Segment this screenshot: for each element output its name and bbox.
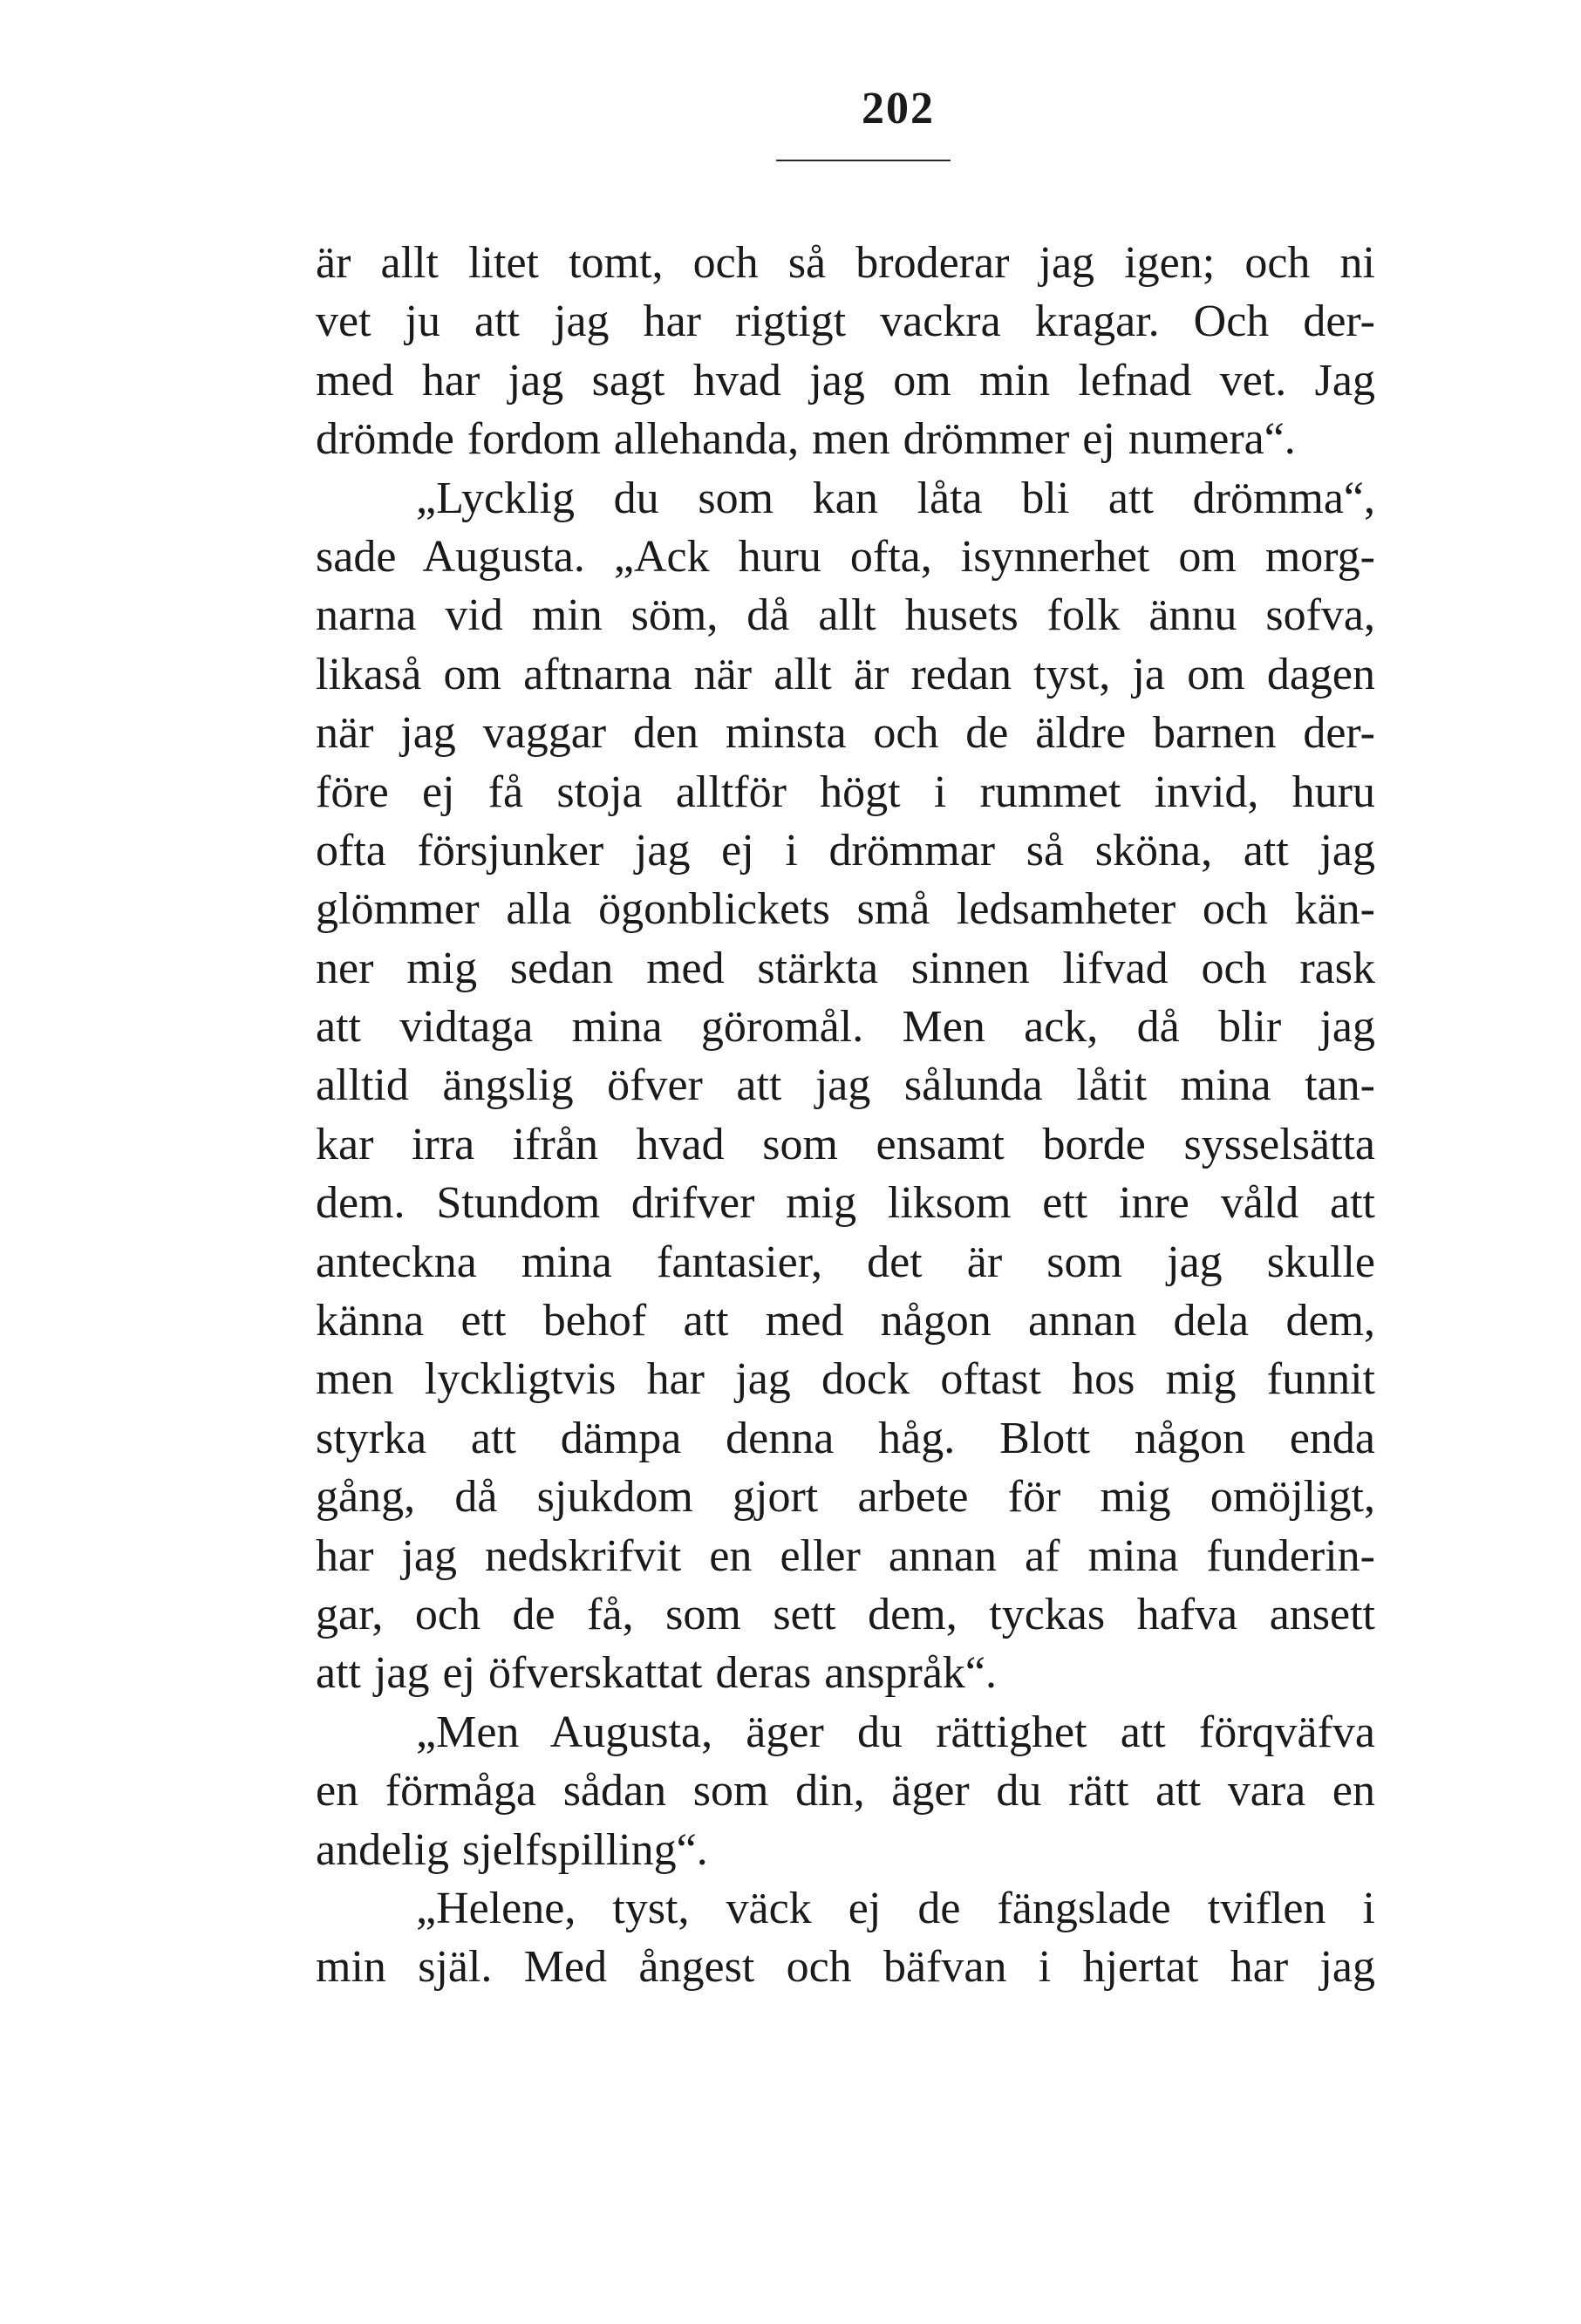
text-line: andelig sjelfspilling“. [316,1824,708,1875]
text-line: „Helene, tyst, väck ej de fängslade tviflen i [416,1883,1375,1933]
text-line: att vidtaga mina göromål. Men ack, då blir jag [316,1002,1375,1053]
text-line: sade Augusta. „Ack huru ofta, isynnerhet om morg- [316,531,1375,582]
text-line: drömde fordom allehanda, men drömmer ej numera“. [316,414,1296,465]
text-line: men lyckligtvis har jag dock oftast hos mig funnit [316,1354,1375,1405]
text-line: att jag ej öfverskattat deras anspråk“. [316,1648,997,1699]
text-line: dem. Stundom drifver mig liksom ett inre våld att [316,1178,1375,1229]
body-text [316,234,1375,1997]
text-line: vet ju att jag har rigtigt vackra kragar. Och der- [316,296,1375,347]
header-rule [776,160,951,161]
text-line: har jag nedskrifvit en eller annan af mina funderin- [316,1530,1375,1581]
text-line: „Men Augusta, äger du rättighet att förqväfva [416,1707,1375,1757]
text-line: narna vid min söm, då allt husets folk ännu sofva, [316,590,1375,641]
text-line: före ej få stoja alltför högt i rummet invid, huru [316,767,1375,817]
text-line: likaså om aftnarna när allt är redan tyst, ja om dagen [316,649,1375,699]
page-number: 202 [862,84,935,133]
text-line: gar, och de få, som sett dem, tyckas hafva ansett [316,1589,1375,1639]
text-line: med har jag sagt hvad jag om min lefnad vet. Jag [316,355,1375,406]
text-line: känna ett behof att med någon annan dela dem, [316,1296,1375,1346]
text-line: „Lycklig du som kan låta bli att drömma“, [416,473,1375,523]
text-line: glömmer alla ögonblickets små ledsamheter och kän- [316,884,1375,935]
text-line: är allt litet tomt, och så broderar jag igen; och ni [316,238,1375,288]
text-line: ner mig sedan med stärkta sinnen lifvad och rask [316,943,1375,993]
text-line: styrka att dämpa denna håg. Blott någon enda [316,1413,1375,1463]
text-line: alltid ängslig öfver att jag sålunda låtit mina tan- [316,1060,1375,1111]
text-line: kar irra ifrån hvad som ensamt borde sysselsätta [316,1119,1375,1169]
text-line: min själ. Med ångest och bäfvan i hjertat har jag [316,1942,1375,1993]
text-line: ofta försjunker jag ej i drömmar så sköna, att jag [316,825,1375,876]
text-line: anteckna mina fantasier, det är som jag skulle [316,1237,1375,1287]
text-line: en förmåga sådan som din, äger du rätt att vara en [316,1766,1375,1816]
text-line: när jag vaggar den minsta och de äldre barnen der- [316,708,1375,759]
text-line: gång, då sjukdom gjort arbete för mig omöjligt, [316,1472,1375,1523]
